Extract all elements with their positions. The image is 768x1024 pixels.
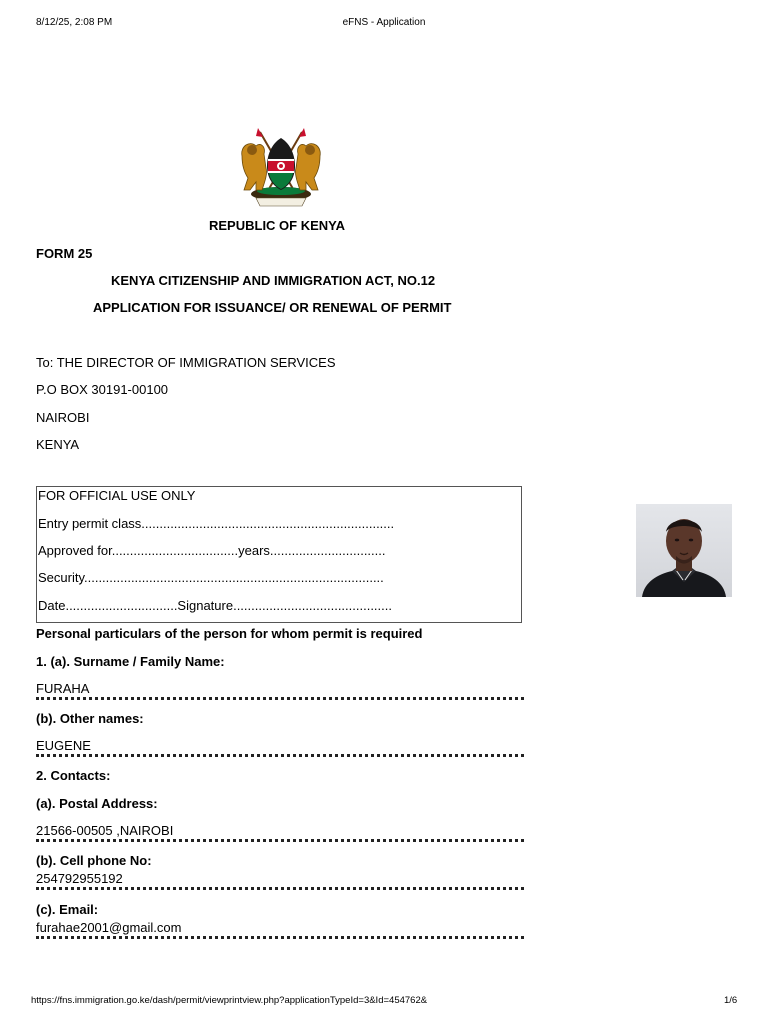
surname-underline (36, 697, 524, 700)
postal-address-underline (36, 839, 524, 842)
cell-phone-underline (36, 887, 524, 890)
postal-address-label: (a). Postal Address: (36, 796, 158, 811)
official-use-box (36, 486, 522, 623)
cell-phone-value: 254792955192 (36, 871, 123, 886)
kenya-coat-of-arms (238, 128, 324, 210)
print-url: https://fns.immigration.go.ke/dash/permit/viewprintview.php?applicationTypeId=3&Id=454762& (31, 995, 428, 1006)
address-to: To: THE DIRECTOR OF IMMIGRATION SERVICES (36, 355, 336, 370)
cell-phone-label: (b). Cell phone No: (36, 853, 152, 868)
coat-of-arms-icon (238, 128, 324, 210)
address-po-box: P.O BOX 30191-00100 (36, 382, 169, 397)
email-underline (36, 936, 524, 939)
address-city: NAIROBI (36, 410, 90, 425)
surname-label: 1. (a). Surname / Family Name: (36, 654, 225, 669)
republic-heading: REPUBLIC OF KENYA (209, 218, 346, 233)
contacts-label: 2. Contacts: (36, 768, 111, 783)
approved-for-line: Approved for...................................years................................ (38, 543, 386, 558)
other-names-label: (b). Other names: (36, 711, 144, 726)
applicant-photo (636, 504, 732, 597)
address-country: KENYA (36, 437, 80, 452)
particulars-heading: Personal particulars of the person for whom permit is required (36, 626, 423, 641)
postal-address-value: 21566-00505 ,NAIROBI (36, 823, 174, 838)
email-label: (c). Email: (36, 902, 99, 917)
other-names-underline (36, 754, 524, 757)
entry-permit-class-line: Entry permit class...................................................................... (38, 516, 395, 531)
email-value: furahae2001@gmail.com (36, 920, 182, 935)
form-number: FORM 25 (36, 246, 93, 261)
surname-value: FURAHA (36, 681, 90, 696)
official-use-heading: FOR OFFICIAL USE ONLY (38, 488, 196, 503)
print-page-number: 1/6 (724, 995, 738, 1006)
date-signature-line: Date...............................Signature............................................ (38, 598, 392, 613)
other-names-value: EUGENE (36, 738, 91, 753)
security-line: Security................................................................................... (38, 570, 384, 585)
print-page-title: eFNS - Application (342, 17, 426, 28)
act-heading: KENYA CITIZENSHIP AND IMMIGRATION ACT, NO.12 (111, 273, 436, 288)
print-datetime: 8/12/25, 2:08 PM (36, 17, 113, 28)
application-title: APPLICATION FOR ISSUANCE/ OR RENEWAL OF PERMIT (93, 300, 452, 315)
